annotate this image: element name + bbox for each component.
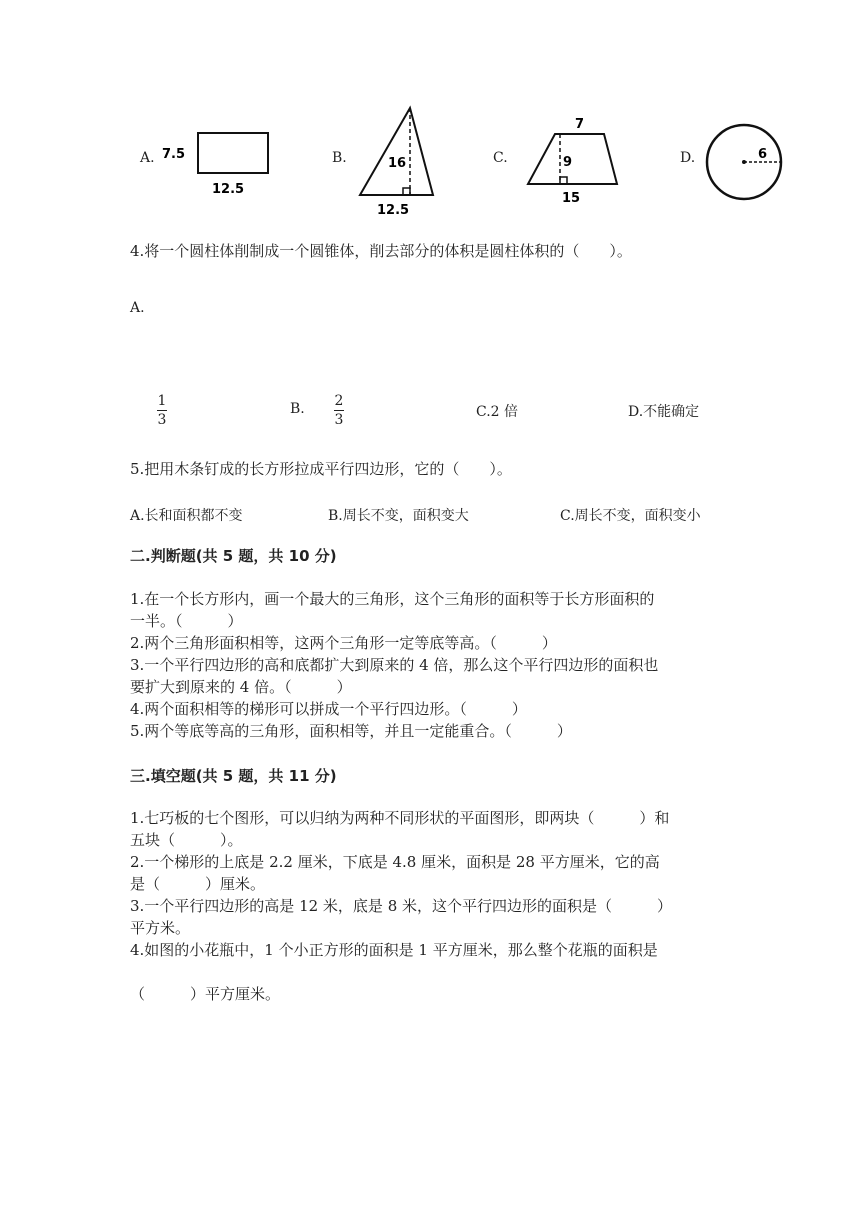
trapezoid-height-label: 9 bbox=[563, 155, 573, 170]
trapezoid-figure bbox=[522, 112, 627, 207]
list-item: 2.两个三角形面积相等，这两个三角形一定等底等高。（ ） bbox=[130, 634, 557, 652]
question-4-text: 4.将一个圆柱体削制成一个圆锥体，削去部分的体积是圆柱体积的（ ）。 bbox=[130, 242, 632, 260]
list-item: 5.两个等底等高的三角形，面积相等，并且一定能重合。（ ） bbox=[130, 722, 572, 740]
list-item: 4.两个面积相等的梯形可以拼成一个平行四边形。（ ） bbox=[130, 700, 527, 718]
rectangle-width-label: 12.5 bbox=[212, 182, 245, 197]
q4-option-c: C.2 倍 bbox=[476, 404, 519, 420]
option-label-b: B. bbox=[332, 150, 347, 166]
triangle-height-label: 16 bbox=[388, 156, 407, 171]
rectangle-height-label: 7.5 bbox=[162, 147, 186, 162]
section-2-list bbox=[130, 588, 658, 742]
option-label-a: A. bbox=[140, 150, 155, 166]
fraction-numerator: 1 bbox=[157, 393, 167, 409]
circle-figure bbox=[702, 120, 792, 205]
trapezoid-top-label: 7 bbox=[575, 117, 585, 132]
fraction-bar bbox=[334, 410, 344, 411]
rectangle-figure bbox=[160, 125, 280, 200]
list-item: 平方米。 bbox=[130, 919, 191, 937]
option-label-d: D. bbox=[680, 150, 696, 166]
list-item: 一半。（ ） bbox=[130, 612, 243, 630]
list-item: 要扩大到原来的 4 倍。（ ） bbox=[130, 678, 352, 696]
section-3-list bbox=[130, 807, 672, 961]
option-label-c: C. bbox=[493, 150, 508, 166]
list-item: 3.一个平行四边形的高和底都扩大到原来的 4 倍，那么这个平行四边形的面积也 bbox=[130, 656, 659, 674]
section-3-item-4-tail: （ ）平方厘米。 bbox=[130, 985, 281, 1003]
list-item: 五块（ ）。 bbox=[130, 831, 243, 849]
circle-radius-label: 6 bbox=[758, 147, 768, 162]
q5-option-c: C.周长不变，面积变小 bbox=[560, 508, 701, 524]
q4-option-a-fraction bbox=[157, 393, 167, 428]
question-5-text: 5.把用木条钉成的长方形拉成平行四边形，它的（ ）。 bbox=[130, 460, 512, 478]
q4-option-b-fraction bbox=[334, 393, 344, 428]
triangle-figure bbox=[355, 105, 445, 220]
section-3-title: 三.填空题(共 5 题，共 11 分) bbox=[130, 767, 337, 785]
list-item: 3.一个平行四边形的高是 12 米，底是 8 米，这个平行四边形的面积是（ ） bbox=[130, 897, 673, 915]
section-2-title: 二.判断题(共 5 题，共 10 分) bbox=[130, 547, 337, 565]
trapezoid-bottom-label: 15 bbox=[562, 191, 581, 206]
list-item: 是（ ）厘米。 bbox=[130, 875, 266, 893]
fraction-numerator: 2 bbox=[334, 393, 344, 409]
fraction-denominator: 3 bbox=[157, 412, 167, 428]
list-item: 1.在一个长方形内，画一个最大的三角形，这个三角形的面积等于长方形面积的 bbox=[130, 590, 655, 608]
q4-option-a-label: A. bbox=[130, 300, 145, 316]
triangle-base-label: 12.5 bbox=[377, 203, 410, 218]
q4-option-b-label: B. bbox=[290, 401, 305, 417]
list-item: 1.七巧板的七个图形，可以归纳为两种不同形状的平面图形，即两块（ ）和 bbox=[130, 809, 670, 827]
q5-option-a: A.长和面积都不变 bbox=[130, 508, 243, 524]
q4-option-d: D.不能确定 bbox=[628, 404, 700, 420]
fraction-bar bbox=[157, 410, 167, 411]
q5-option-b: B.周长不变，面积变大 bbox=[328, 508, 469, 524]
list-item: 4.如图的小花瓶中，1 个小正方形的面积是 1 平方厘米，那么整个花瓶的面积是 bbox=[130, 941, 658, 959]
list-item: 2.一个梯形的上底是 2.2 厘米，下底是 4.8 厘米，面积是 28 平方厘米，它的高 bbox=[130, 853, 660, 871]
fraction-denominator: 3 bbox=[334, 412, 344, 428]
